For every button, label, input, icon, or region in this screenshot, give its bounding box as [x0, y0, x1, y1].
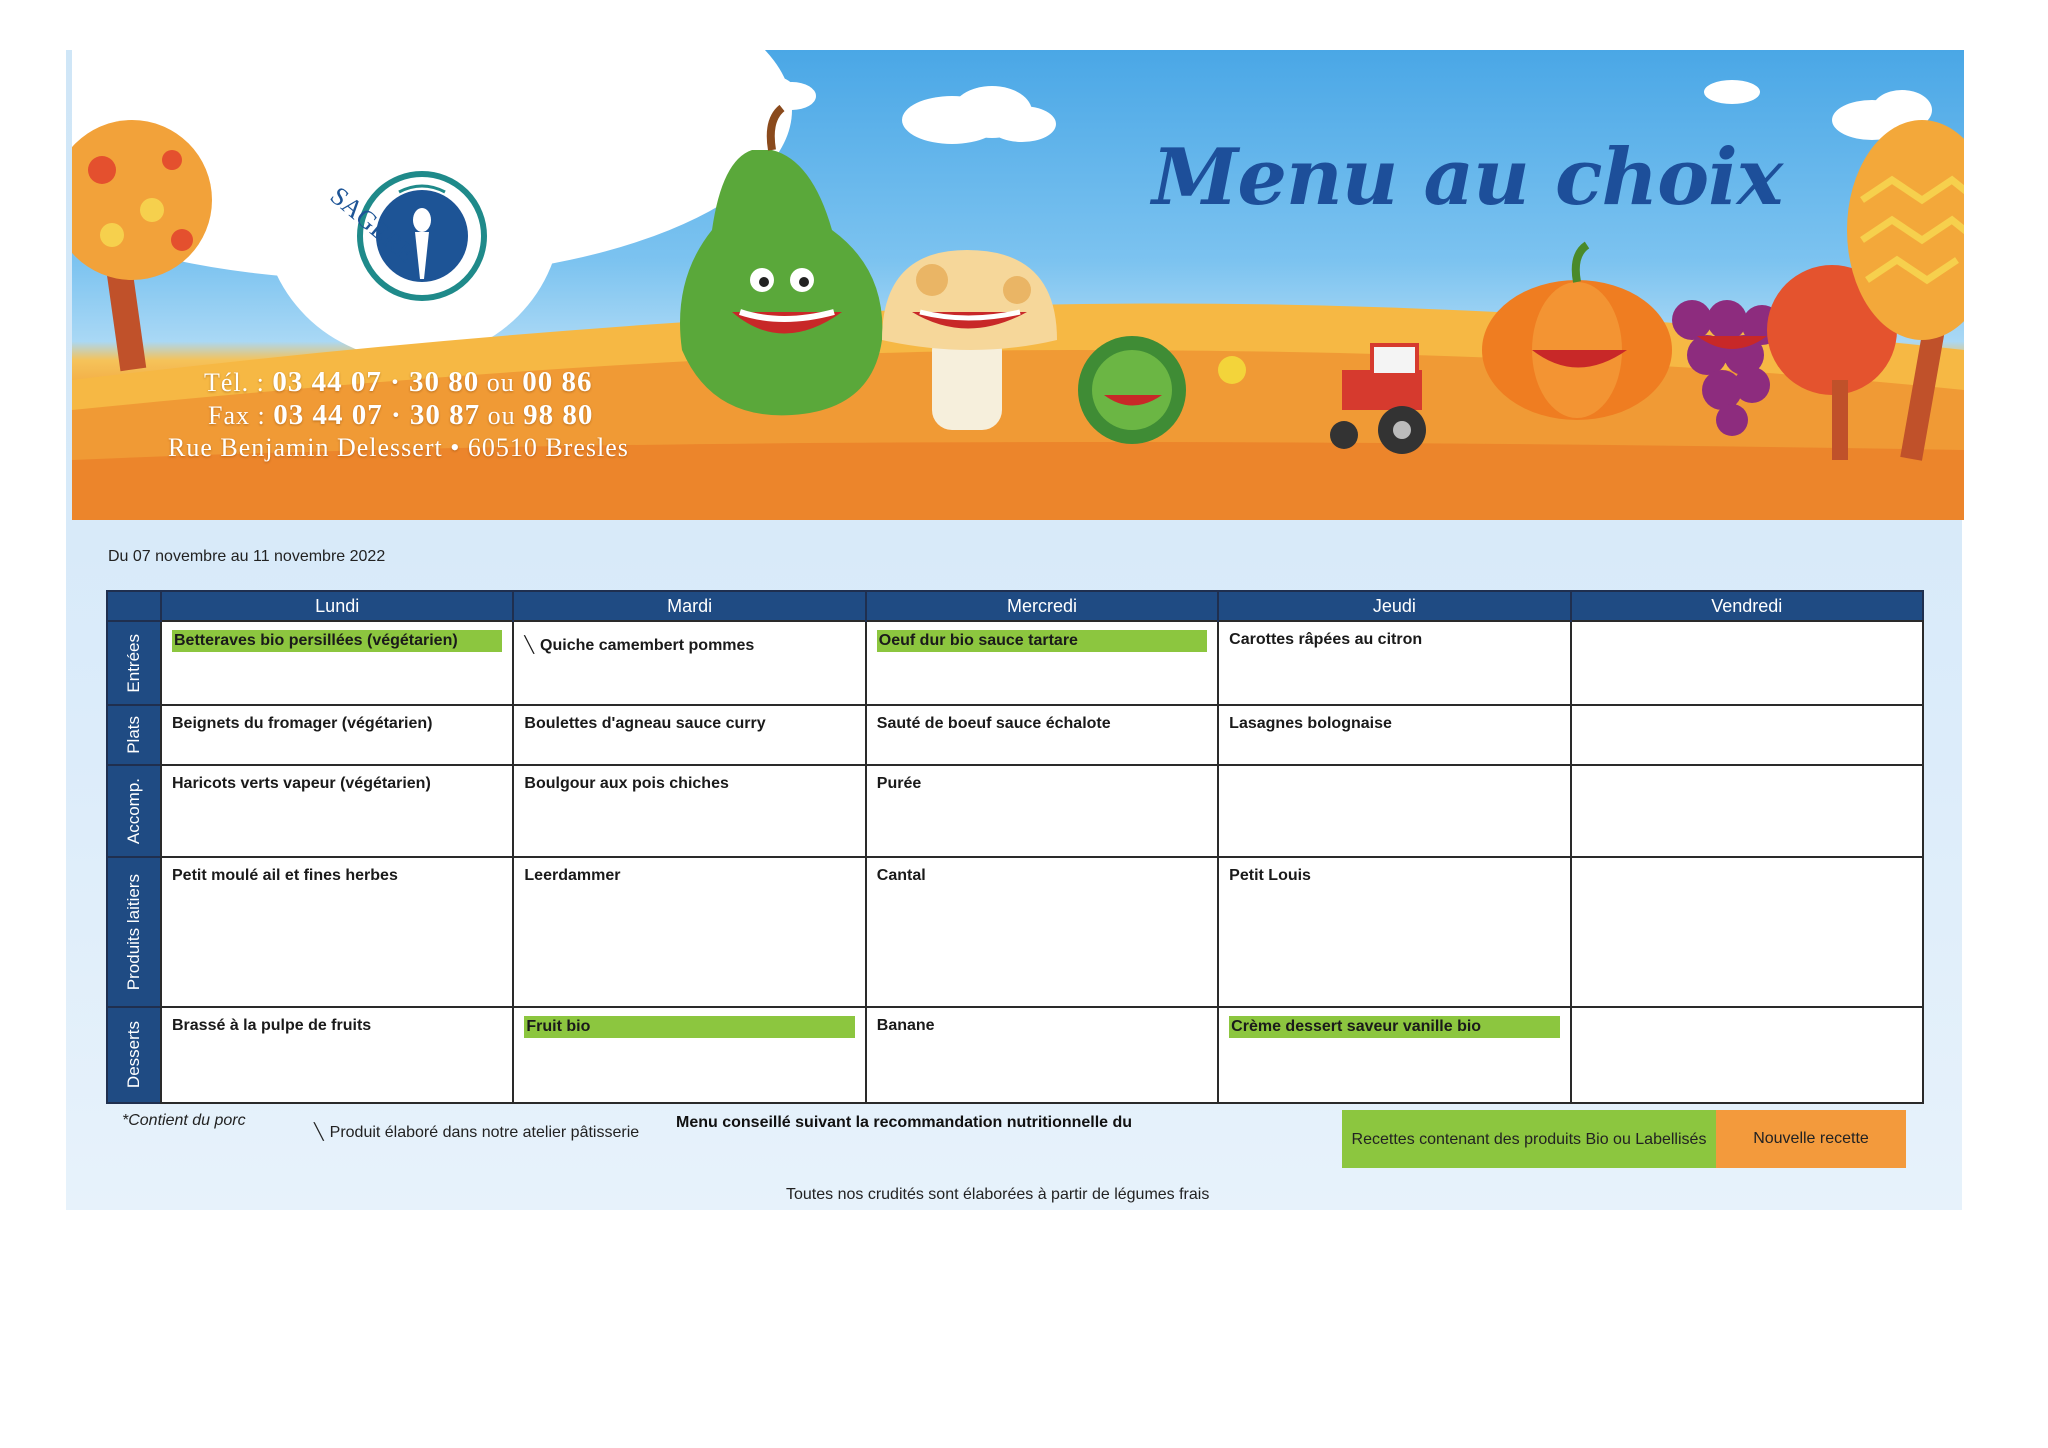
- cell-laitiers-mardi: Leerdammer: [513, 857, 865, 1007]
- cell-plats-mercredi: Sauté de boeuf sauce échalote: [866, 705, 1218, 765]
- bio-highlight: Oeuf dur bio sauce tartare: [877, 630, 1207, 652]
- cell-laitiers-lundi: Petit moulé ail et fines herbes: [161, 857, 513, 1007]
- legend-porc: *Contient du porc: [122, 1112, 246, 1129]
- cell-entrees-jeudi: Carottes râpées au citron: [1218, 621, 1570, 705]
- category-entrees: Entrées: [107, 621, 161, 705]
- phone-line: Tél. : 03 44 07 · 30 80 ou 00 86: [204, 366, 593, 398]
- cell-plats-vendredi: [1571, 705, 1923, 765]
- cell-desserts-mercredi: Banane: [866, 1007, 1218, 1103]
- brand-lettering: SAGERE: [324, 181, 421, 269]
- cell-desserts-vendredi: [1571, 1007, 1923, 1103]
- day-header-mercredi: Mercredi: [866, 591, 1218, 621]
- cell-plats-lundi: Beignets du fromager (végétarien): [161, 705, 513, 765]
- row-laitiers: [107, 857, 1923, 1007]
- row-entrees: [107, 621, 1923, 705]
- cell-laitiers-jeudi: Petit Louis: [1218, 857, 1570, 1007]
- cell-desserts-jeudi: [1218, 1007, 1570, 1103]
- cell-laitiers-vendredi: [1571, 857, 1923, 1007]
- bio-highlight: Fruit bio: [524, 1016, 854, 1038]
- cell-plats-jeudi: Lasagnes bolognaise: [1218, 705, 1570, 765]
- row-plats: [107, 705, 1923, 765]
- day-header-vendredi: Vendredi: [1571, 591, 1923, 621]
- cell-entrees-mardi: ╲ Quiche camembert pommes: [513, 621, 865, 705]
- legend-recommandation: Menu conseillé suivant la recommandation nutritionnelle du: [676, 1114, 1133, 1131]
- date-range: Du 07 novembre au 11 novembre 2022: [108, 548, 386, 565]
- cell-accomp-mercredi: Purée: [866, 765, 1218, 857]
- row-desserts: [107, 1007, 1923, 1103]
- pumpkin-illustration: [1482, 245, 1672, 420]
- bio-highlight: Crème dessert saveur vanille bio: [1229, 1016, 1559, 1038]
- address-line: Rue Benjamin Delessert • 60510 Bresles: [168, 433, 629, 462]
- cell-entrees-lundi: [161, 621, 513, 705]
- legend-bio-box: Recettes contenant des produits Bio ou Labellisés: [1342, 1110, 1716, 1168]
- cell-accomp-jeudi: [1218, 765, 1570, 857]
- day-header-lundi: Lundi: [161, 591, 513, 621]
- cell-desserts-mardi: [513, 1007, 865, 1103]
- legend-new-recipe-box: Nouvelle recette: [1716, 1110, 1906, 1168]
- legend-atelier: ╲ Produit élaboré dans notre atelier pâtisserie: [314, 1124, 640, 1141]
- left-tree-illustration: [72, 120, 212, 371]
- cell-desserts-lundi: Brassé à la pulpe de fruits: [161, 1007, 513, 1103]
- cell-accomp-vendredi: [1571, 765, 1923, 857]
- category-accomp: Accomp.: [107, 765, 161, 857]
- fax-line: Fax : 03 44 07 · 30 87 ou 98 80: [208, 399, 594, 431]
- footer-note: Toutes nos crudités sont élaborées à partir de légumes frais: [786, 1186, 1210, 1203]
- day-header-mardi: Mardi: [513, 591, 865, 621]
- row-accomp: [107, 765, 1923, 857]
- page-title: Menu au choix: [1152, 132, 1783, 223]
- cell-accomp-mardi: Boulgour aux pois chiches: [513, 765, 865, 857]
- pastry-whisk-icon: ╲: [314, 1124, 324, 1141]
- cell-entrees-vendredi: [1571, 621, 1923, 705]
- menu-table: [106, 590, 1924, 1104]
- day-header-jeudi: Jeudi: [1218, 591, 1570, 621]
- category-laitiers: Produits laitiers: [107, 857, 161, 1007]
- table-corner: [107, 591, 161, 621]
- category-desserts: Desserts: [107, 1007, 161, 1103]
- bio-highlight: Betteraves bio persillées (végétarien): [172, 630, 502, 652]
- pastry-whisk-icon: ╲: [524, 637, 535, 654]
- header-banner: [72, 50, 1964, 520]
- category-plats: Plats: [107, 705, 161, 765]
- cell-plats-mardi: Boulettes d'agneau sauce curry: [513, 705, 865, 765]
- day-header-row: [107, 591, 1923, 621]
- contact-block: [168, 366, 629, 464]
- cell-laitiers-mercredi: Cantal: [866, 857, 1218, 1007]
- cell-accomp-lundi: Haricots verts vapeur (végétarien): [161, 765, 513, 857]
- cell-entrees-mercredi: [866, 621, 1218, 705]
